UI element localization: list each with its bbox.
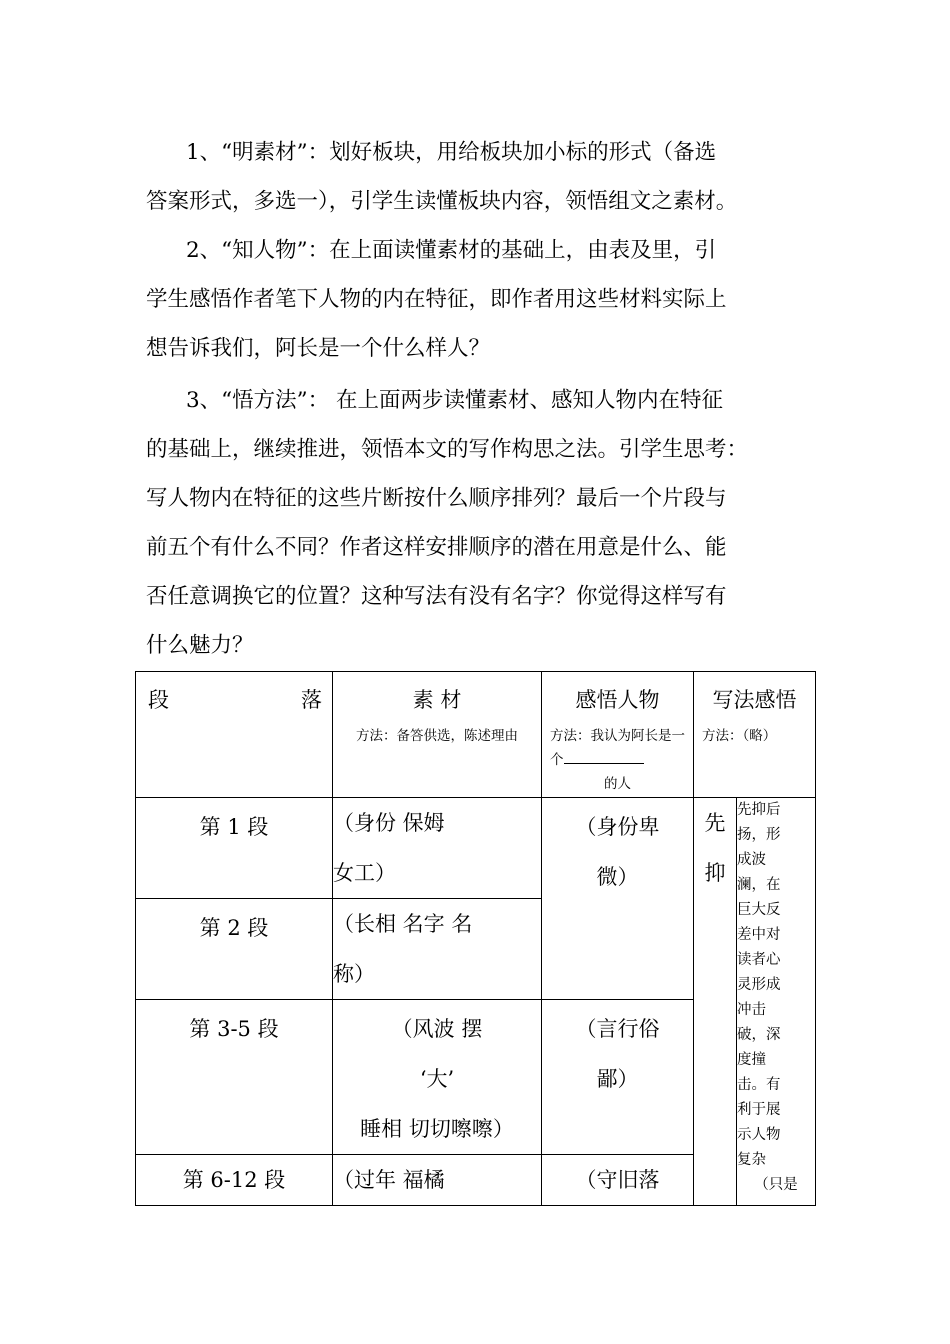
text-line: 学生感悟作者笔下人物的内在特征，即作者用这些材料实际上 xyxy=(146,287,727,312)
row-label: 第 2 段 xyxy=(136,899,333,1000)
text-line: 的基础上，继续推进，领悟本文的写作构思之法。引学生思考： xyxy=(146,437,749,462)
header-material-note: 方法：备答供选，陈述理由 xyxy=(356,728,518,744)
feel-cell: （言行俗 鄙） xyxy=(542,1000,694,1155)
row-material: （长相 名字 名 称） xyxy=(333,899,542,1000)
header-method-note: 方法：（略） xyxy=(702,728,777,744)
text-line: 否任意调换它的位置？这种写法有没有名字？你觉得这样写有 xyxy=(146,584,727,609)
header-method xyxy=(694,672,816,798)
text-line: 写人物内在特征的这些片断按什么顺序排列？最后一个片段与 xyxy=(146,486,727,511)
row-label: 第 1 段 xyxy=(136,798,333,899)
text-line: 什么魅力？ xyxy=(146,633,254,658)
header-material-title: 素 材 xyxy=(412,688,462,712)
header-paragraph-right: 落 xyxy=(301,688,322,712)
header-paragraph xyxy=(136,672,333,798)
text-line: 答案形式，多选一），引学生读懂板块内容，领悟组文之素材。 xyxy=(146,189,738,214)
header-paragraph-left: 段 xyxy=(148,688,169,712)
method-short-cell: 先 抑 xyxy=(694,798,737,1206)
row-label: 第 6-12 段 xyxy=(136,1155,333,1206)
row-label: 第 3-5 段 xyxy=(136,1000,333,1155)
header-method-title: 写法感悟 xyxy=(712,688,797,712)
fill-blank xyxy=(564,749,644,764)
text-line: 想告诉我们，阿长是一个什么样人？ xyxy=(146,336,491,361)
header-character xyxy=(542,672,694,798)
row-material: （身份 保姆 女工） xyxy=(333,798,542,899)
header-character-title: 感悟人物 xyxy=(575,688,660,712)
header-material xyxy=(333,672,542,798)
text-line: 3、“悟方法”： 在上面两步读懂素材、感知人物内在特征 xyxy=(186,388,723,413)
paragraph-2 xyxy=(146,226,814,373)
text-line: 1、“明素材”：划好板块，用给板块加小标的形式（备选 xyxy=(186,140,717,165)
text-line: 2、“知人物”：在上面读懂素材的基础上，由表及里，引 xyxy=(186,238,717,263)
feel-cell: （身份卑 微） xyxy=(542,798,694,1000)
table-header-row xyxy=(136,672,816,798)
table-row xyxy=(136,798,816,899)
row-material: （风波 摆 ‘大’ 睡相 切切嚓嚓） xyxy=(333,1000,542,1155)
header-character-note: 方法：我认为阿长是一个 的人 xyxy=(550,728,685,792)
analysis-table xyxy=(135,671,816,1206)
paragraph-1 xyxy=(146,128,814,226)
row-material: （过年 福橘 xyxy=(333,1155,542,1206)
paragraph-3 xyxy=(146,376,814,670)
method-long-cell: 先抑后 扬，形 成波 澜，在 巨大反 差中对 读者心 灵形成 冲击 破，深 度撞 击。有 利于展 示人物 复杂 （只是 xyxy=(737,798,816,1206)
text-line: 前五个有什么不同？作者这样安排顺序的潜在用意是什么、能 xyxy=(146,535,727,560)
feel-cell: （守旧落 xyxy=(542,1155,694,1206)
